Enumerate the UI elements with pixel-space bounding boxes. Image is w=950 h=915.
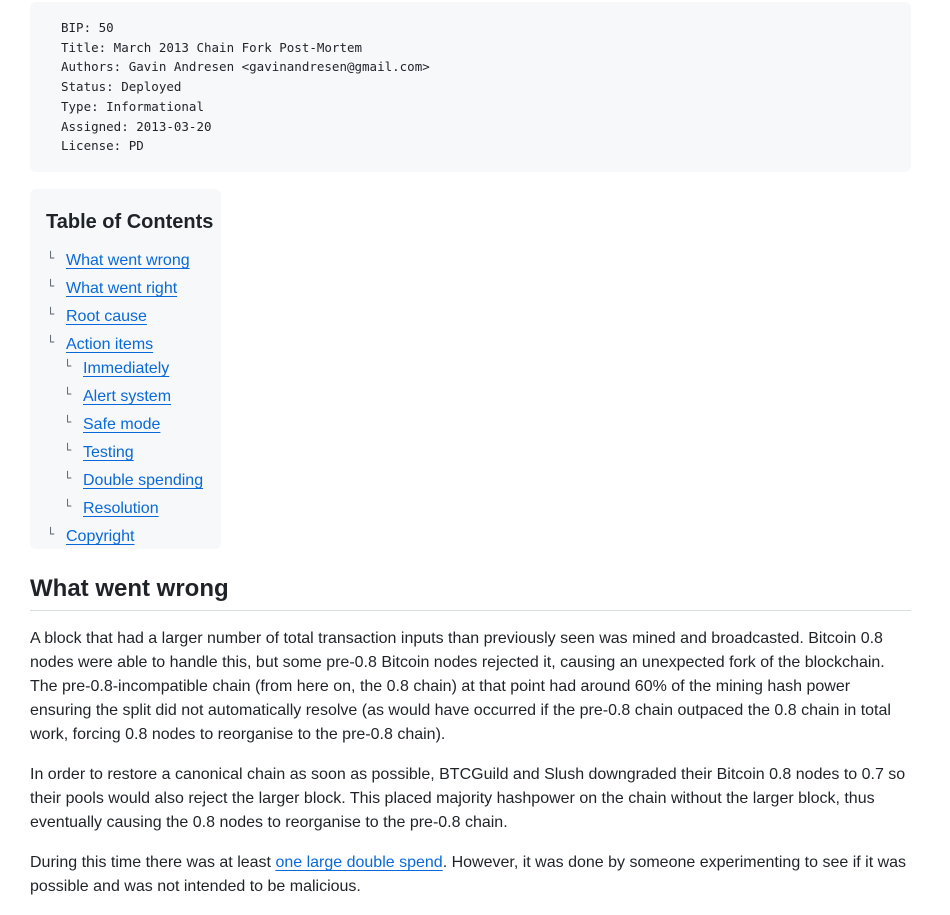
tree-branch-icon: └ bbox=[47, 335, 55, 349]
toc-link-safe-mode[interactable]: Safe mode bbox=[83, 416, 161, 433]
toc-subitem bbox=[63, 385, 221, 409]
preamble-status: Status: Deployed bbox=[61, 79, 182, 95]
tree-branch-icon: └ bbox=[64, 387, 72, 401]
preamble-assigned: Assigned: 2013-03-20 bbox=[61, 118, 212, 134]
double-spend-link[interactable]: one large double spend bbox=[275, 854, 443, 871]
paragraph bbox=[30, 851, 911, 899]
toc-item bbox=[46, 305, 221, 329]
toc-title: Table of Contents bbox=[46, 211, 214, 233]
paragraph-text: . However, it was done by someone experimenting to see if it was possible and was not intended to be malicious. bbox=[30, 854, 907, 895]
toc-subitem bbox=[63, 413, 221, 437]
table-of-contents bbox=[30, 189, 221, 549]
toc-link-alert-system[interactable]: Alert system bbox=[83, 388, 172, 405]
toc-link-action-items[interactable]: Action items bbox=[66, 336, 154, 353]
toc-sublist-wrapper bbox=[46, 357, 221, 521]
toc-item bbox=[46, 277, 221, 301]
preamble-bip: BIP: 50 bbox=[61, 20, 114, 35]
toc-subitem bbox=[63, 497, 221, 521]
toc-sublist bbox=[46, 357, 221, 521]
toc-link-double-spending[interactable]: Double spending bbox=[83, 472, 204, 489]
bip-page bbox=[30, 0, 911, 895]
toc-subitem bbox=[63, 469, 221, 493]
tree-branch-icon: └ bbox=[47, 251, 55, 265]
toc-list bbox=[46, 249, 221, 549]
toc-subitem bbox=[63, 357, 221, 381]
tree-branch-icon: └ bbox=[64, 443, 72, 457]
preamble-license: License: PD bbox=[61, 138, 144, 154]
toc-link-resolution[interactable]: Resolution bbox=[83, 500, 159, 517]
tree-branch-icon: └ bbox=[47, 307, 55, 321]
preamble-block bbox=[30, 2, 911, 172]
tree-branch-icon: └ bbox=[64, 499, 72, 513]
tree-branch-icon: └ bbox=[64, 471, 72, 485]
toc-link-immediately[interactable]: Immediately bbox=[83, 360, 170, 377]
toc-item bbox=[46, 525, 221, 549]
tree-branch-icon: └ bbox=[64, 359, 72, 373]
toc-link-copyright[interactable]: Copyright bbox=[66, 528, 135, 545]
toc-item bbox=[46, 249, 221, 273]
preamble-authors: Authors: Gavin Andresen <gavinandresen@gmail.com> bbox=[61, 59, 430, 75]
toc-link-testing[interactable]: Testing bbox=[83, 444, 134, 461]
tree-branch-icon: └ bbox=[47, 279, 55, 293]
paragraph: A block that had a larger number of total transaction inputs than previously seen was mined and broadcasted. Bitcoin 0.8 nodes were able to handle this, but some pre-0.8 Bitcoin nodes rejected it, causing an unexpected fork of the blockchain. The pre-0.8-incompatible chain (from here on, the 0.8 chain) at that point had around 60% of the mining hash power ensuring the split did not automatically resolve (as would have occurred if the pre-0.8 chain outpaced the 0.8 chain in total work, forcing 0.8 nodes to reorganise to the pre-0.8 chain). bbox=[30, 630, 891, 743]
section-heading: What went wrong bbox=[30, 572, 911, 611]
toc-subitem bbox=[63, 441, 221, 465]
toc-item bbox=[46, 333, 221, 357]
preamble-type: Type: Informational bbox=[61, 98, 204, 114]
toc-link-what-went-right[interactable]: What went right bbox=[66, 280, 178, 297]
tree-branch-icon: └ bbox=[64, 415, 72, 429]
toc-link-what-went-wrong[interactable]: What went wrong bbox=[66, 252, 190, 269]
section-body bbox=[30, 627, 911, 915]
paragraph-text: During this time there was at least bbox=[30, 854, 276, 871]
toc-link-root-cause[interactable]: Root cause bbox=[66, 308, 147, 325]
preamble-title: Title: March 2013 Chain Fork Post-Mortem bbox=[61, 39, 363, 55]
paragraph: In order to restore a canonical chain as soon as possible, BTCGuild and Slush downgraded their Bitcoin 0.8 nodes to 0.7 so their pools would also reject the larger block. This placed majority hashpower on the chain without the larger block, thus eventually causing the 0.8 nodes to reorganise to the pre-0.8 chain. bbox=[30, 766, 906, 831]
tree-branch-icon: └ bbox=[47, 527, 55, 541]
